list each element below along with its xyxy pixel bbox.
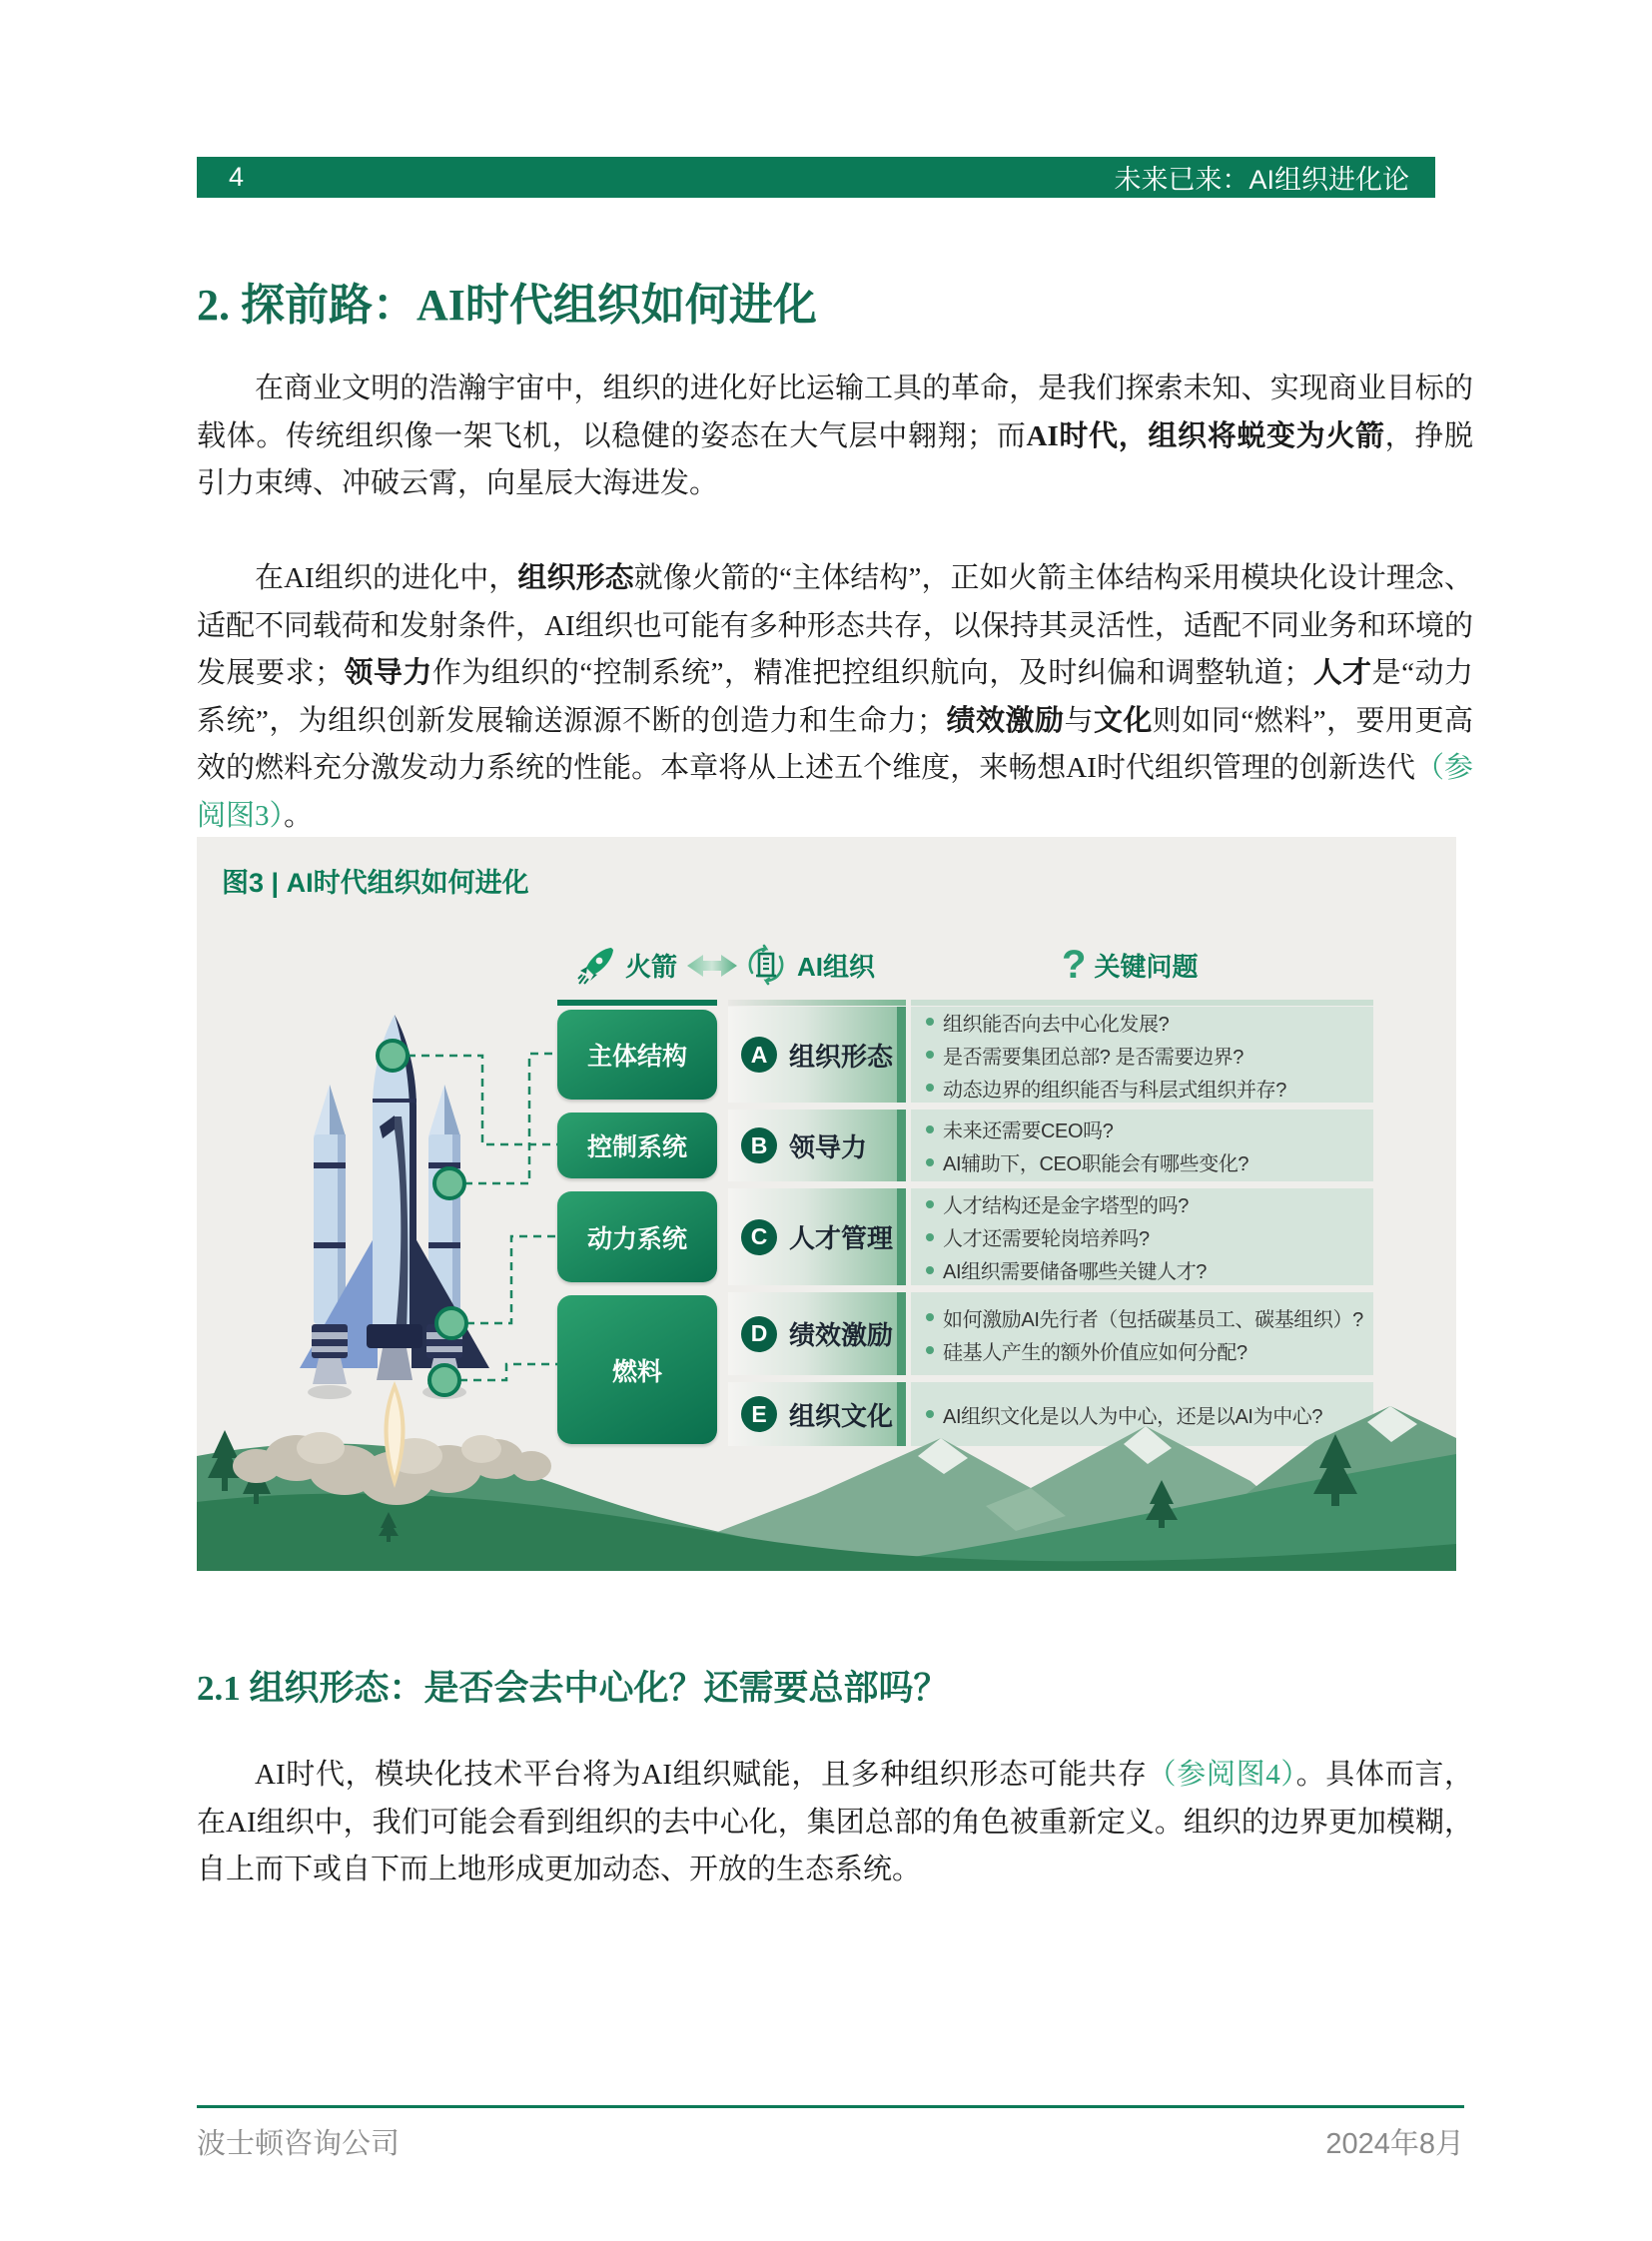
- page-header-bar: [197, 157, 1435, 198]
- bullet-icon: [926, 1200, 934, 1208]
- legend-rocket-label: 火箭: [625, 951, 678, 982]
- dimension-label: 领导力: [789, 1131, 868, 1162]
- letter-badge: A: [741, 1037, 777, 1073]
- text-run: AI时代，模块化技术平台将为AI组织赋能，且多种组织形态可能共存: [255, 1759, 1148, 1791]
- letter-badge: E: [741, 1396, 777, 1432]
- footer-divider: [197, 2105, 1464, 2108]
- bold-text-run: 组织形态: [517, 562, 634, 594]
- question-text: 人才结构还是金字塔型的吗?: [943, 1195, 1189, 1217]
- dimension-label: 组织形态: [789, 1041, 894, 1072]
- bullet-icon: [926, 1266, 934, 1274]
- letter-badge: D: [741, 1316, 777, 1352]
- dimension-label: 绩效激励: [789, 1320, 894, 1350]
- text-run: 。: [284, 799, 314, 832]
- questions-cell-a: [911, 1007, 1373, 1103]
- footer-date: 2024年8月: [1325, 2128, 1464, 2160]
- question-item: [926, 1008, 1373, 1037]
- figure3-reference-link[interactable]: （参阅图3）: [197, 752, 1473, 832]
- rocket-part-box-structure: 主体结构: [557, 1010, 717, 1100]
- questions-cell-b: [911, 1110, 1373, 1181]
- rocket-part-box-power: 动力系统: [557, 1191, 717, 1282]
- paragraph-3: [197, 1752, 1473, 1894]
- legend-key-questions: [1062, 941, 1198, 989]
- legend-divider-segment: [911, 1000, 1373, 1006]
- legend-ai-org-label: AI组织: [797, 951, 876, 982]
- questions-cell-d: [911, 1292, 1373, 1375]
- question-mark-icon: ?: [1062, 943, 1087, 987]
- legend-key-questions-label: 关键问题: [1094, 951, 1199, 982]
- figure-title: 图3 | AI时代组织如何进化: [222, 868, 529, 898]
- bold-text-run: 领导力: [343, 657, 432, 689]
- marker-engine: [429, 1365, 459, 1395]
- bullet-icon: [926, 1233, 934, 1241]
- question-text: 动态边界的组织能否与科层式组织并存?: [943, 1079, 1286, 1102]
- question-text: AI组织需要储备哪些关键人才?: [943, 1261, 1208, 1283]
- bold-text-run: 人才: [1312, 657, 1372, 689]
- question-text: 是否需要集团总部? 是否需要边界?: [943, 1046, 1244, 1069]
- question-item: [926, 1115, 1373, 1143]
- text-run: 与: [1064, 704, 1094, 737]
- question-item: [926, 1336, 1373, 1365]
- question-item: [926, 1189, 1373, 1218]
- bullet-icon: [926, 1051, 934, 1059]
- bold-text-run: AI时代，组织将蜕变为火箭: [1026, 419, 1385, 452]
- question-item: [926, 1041, 1373, 1070]
- paragraph-2: [197, 555, 1473, 840]
- dimension-cell-d: [728, 1292, 906, 1375]
- page-footer: [197, 2121, 1464, 2162]
- rocket-icon: [577, 944, 617, 986]
- header-title: 未来已来：AI组织进化论: [1114, 165, 1409, 195]
- bullet-icon: [926, 1084, 934, 1092]
- question-item: [926, 1222, 1373, 1251]
- legend-rocket: [577, 941, 677, 989]
- question-item: [926, 1074, 1373, 1103]
- question-text: 如何激励AI先行者（包括碳基员工、碳基组织）?: [943, 1308, 1363, 1331]
- question-item: [926, 1255, 1373, 1284]
- bullet-icon: [926, 1346, 934, 1354]
- question-text: 未来还需要CEO吗?: [943, 1120, 1114, 1142]
- subsection-heading: 2.1 组织形态：是否会去中心化？还需要总部吗？: [197, 1669, 949, 1708]
- marker-wing: [436, 1308, 466, 1338]
- letter-badge: C: [741, 1219, 777, 1255]
- organization-icon: [743, 942, 789, 988]
- rocket-part-box-fuel: 燃料: [557, 1295, 717, 1444]
- text-run: 是“动力系统”，为组织创新发展输送源源不断的创造力和生命力；: [197, 657, 1473, 737]
- question-text: 硅基人产生的额外价值应如何分配?: [943, 1341, 1247, 1364]
- marker-booster: [434, 1168, 464, 1198]
- figure-3: [197, 837, 1456, 1571]
- dimension-label: 组织文化: [789, 1400, 894, 1431]
- bullet-icon: [926, 1125, 934, 1133]
- bold-text-run: 绩效激励: [946, 704, 1065, 737]
- section-heading: 2. 探前路：AI时代组织如何进化: [197, 281, 817, 330]
- question-text: AI辅助下，CEO职能会有哪些变化?: [943, 1153, 1249, 1175]
- bullet-icon: [926, 1018, 934, 1026]
- rocket-illustration: [197, 987, 557, 1571]
- bold-text-run: 文化: [1093, 704, 1153, 737]
- page-number: 4: [229, 162, 245, 192]
- dimension-cell-b: [728, 1110, 906, 1181]
- footer-company: 波士顿咨询公司: [197, 2128, 401, 2160]
- dimension-cell-a: [728, 1007, 906, 1103]
- dimension-cell-c: [728, 1188, 906, 1285]
- figure4-reference-link[interactable]: （参阅图4）: [1147, 1759, 1296, 1791]
- question-text: 人才还需要轮岗培养吗?: [943, 1228, 1150, 1250]
- dimension-label: 人才管理: [789, 1223, 894, 1253]
- letter-badge: B: [741, 1127, 777, 1163]
- paragraph-1: [197, 366, 1473, 508]
- legend-equivalence: [686, 953, 738, 979]
- text-run: 作为组织的“控制系统”，精准把控组织航向，及时纠偏和调整轨道；: [431, 657, 1313, 689]
- bullet-icon: [926, 1313, 934, 1321]
- question-text: 组织能否向去中心化发展?: [943, 1013, 1170, 1036]
- text-run: 就像火箭的“主体结构”，正如火箭主体结构采用模块化设计理念、适配不同载荷和发射条件，AI组织也可能有多种形态共存，以保持其灵活性，适配不同业务和环境的发展要求；: [197, 562, 1473, 689]
- legend-ai-org: [743, 941, 875, 989]
- legend-divider-segment: [557, 1000, 717, 1006]
- question-text: AI组织文化是以人为中心，还是以AI为中心?: [943, 1405, 1323, 1428]
- bullet-icon: [926, 1158, 934, 1166]
- text-run: 在商业文明的浩瀚宇宙中，组织的进化好比运输工具的革命，是我们探索未知、实现商业目标的载体。传统组织像一架飞机，以稳健的姿态在大气层中翱翔；而: [197, 373, 1473, 452]
- questions-cell-c: [911, 1188, 1373, 1285]
- marker-nose: [378, 1041, 408, 1071]
- legend-divider-segment: [728, 1000, 906, 1006]
- text-run: 。具体而言，在AI组织中，我们可能会看到组织的去中心化，集团总部的角色被重新定义。组织的边界更加模糊，自上而下或自下而上地形成更加动态、开放的生态系统。: [197, 1759, 1473, 1885]
- double-arrow-icon: [686, 953, 738, 979]
- text-run: 在AI组织的进化中，: [255, 562, 518, 594]
- rocket-part-box-control: 控制系统: [557, 1113, 717, 1178]
- text-run: ，挣脱引力束缚、冲破云霄，向星辰大海进发。: [197, 419, 1473, 499]
- text-run: 则如同“燃料”，要用更高效的燃料充分激发动力系统的性能。本章将从上述五个维度，来畅想AI时代组织管理的创新迭代: [197, 704, 1473, 784]
- question-item: [926, 1303, 1373, 1332]
- question-item: [926, 1147, 1373, 1176]
